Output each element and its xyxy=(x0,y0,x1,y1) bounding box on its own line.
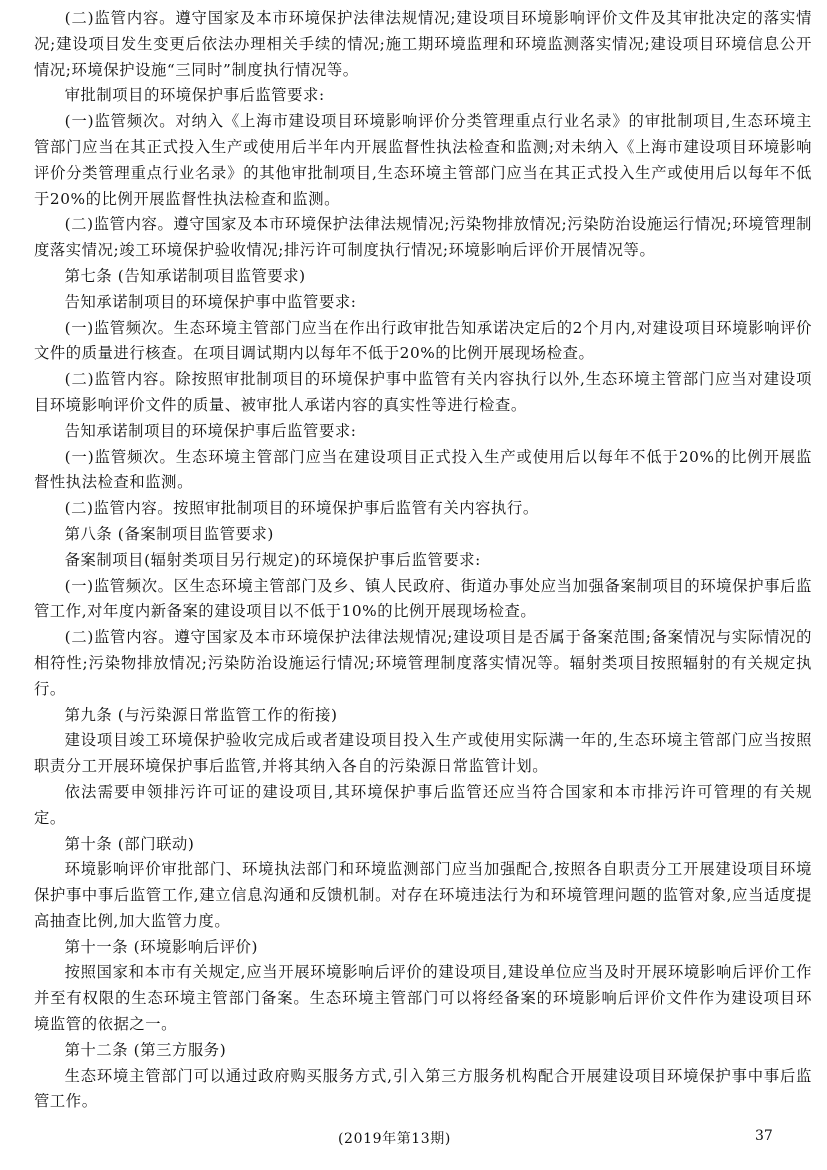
paragraph: (二)监管内容。遵守国家及本市环境保护法律法规情况;建设项目环境影响评价文件及其审批决定的落实情况;建设项目发生变更后依法办理相关手续的情况;施工期环境监理和环境监测落实情况;建设项目环境信息公开情况;环境保护设施“三同时”制度执行情况等。 xyxy=(34,9,812,79)
paragraph: 告知承诺制项目的环境保护事中监管要求: xyxy=(64,292,357,311)
page-footer xyxy=(0,1128,827,1152)
paragraph: (二)监管内容。除按照审批制项目的环境保护事中监管有关内容执行以外,生态环境主管部门应当对建设项目环境影响评价文件的质量、被审批人承诺内容的真实性等进行检查。 xyxy=(34,370,812,414)
paragraph: (二)监管内容。按照审批制项目的环境保护事后监管有关内容执行。 xyxy=(64,499,539,518)
paragraph: (一)监管频次。生态环境主管部门应当在作出行政审批告知承诺决定后的2个月内,对建设项目环境影响评价文件的质量进行核查。在项目调试期内以每年不低于20%的比例开展现场检查。 xyxy=(34,318,812,363)
paragraph: 审批制项目的环境保护事后监管要求: xyxy=(64,86,325,105)
paragraph: 依法需要申领排污许可证的建设项目,其环境保护事后监管还应当符合国家和本市排污许可管理的有关规定。 xyxy=(34,782,812,827)
issue-label: (2019年第13期) xyxy=(338,1131,451,1147)
paragraph: (二)监管内容。遵守国家及本市环境保护法律法规情况;建设项目是否属于备案范围;备案情况与实际情况的相符性;污染物排放情况;污染防治设施运行情况;环境管理制度落实情况等。辐射类项目按照辐射的有关规定执行。 xyxy=(34,628,812,698)
paragraph: 环境影响评价审批部门、环境执法部门和环境监测部门应当加强配合,按照各自职责分工开展建设项目环境保护事中事后监管工作,建立信息沟通和反馈机制。对存在环境违法行为和环境管理问题的监管对象,应当适度提高抽查比例,加大监管力度。 xyxy=(34,860,812,930)
paragraph: (一)监管频次。生态环境主管部门应当在建设项目正式投入生产或使用后以每年不低于20%的比例开展监督性执法检查和监测。 xyxy=(34,447,812,492)
article-heading: 第八条 (备案制项目监管要求) xyxy=(64,524,274,543)
paragraph: 备案制项目(辐射类项目另行规定)的环境保护事后监管要求: xyxy=(64,550,481,569)
paragraph: (一)监管频次。区生态环境主管部门及乡、镇人民政府、街道办事处应当加强备案制项目的环境保护事后监管工作,对年度内新备案的建设项目以不低于10%的比例开展现场检查。 xyxy=(34,576,812,621)
page-number: 37 xyxy=(755,1128,773,1144)
paragraph: 建设项目竣工环境保护验收完成后或者建设项目投入生产或使用实际满一年的,生态环境主管部门应当按照职责分工开展环境保护事后监管,并将其纳入各自的污染源日常监管计划。 xyxy=(34,731,812,776)
article-heading: 第十条 (部门联动) xyxy=(64,834,195,853)
article-heading: 第七条 (告知承诺制项目监管要求) xyxy=(64,266,306,285)
article-heading: 第十一条 (环境影响后评价) xyxy=(64,937,259,956)
document-body xyxy=(34,6,812,1115)
article-heading: 第十二条 (第三方服务) xyxy=(64,1040,227,1059)
paragraph: 告知承诺制项目的环境保护事后监管要求: xyxy=(64,421,357,440)
paragraph: (一)监管频次。对纳入《上海市建设项目环境影响评价分类管理重点行业名录》的审批制项目,生态环境主管部门应当在其正式投入生产或使用后半年内开展监督性执法检查和监测;对未纳入《上海市建设项目环境影响评价分类管理重点行业名录》的其他审批制项目,生态环境主管部门应当在其正式投入生产或使用后以每年不低于20%的比例开展监督性执法检查和监测。 xyxy=(34,112,812,208)
article-heading: 第九条 (与污染源日常监管工作的衔接) xyxy=(64,705,338,724)
paragraph: (二)监管内容。遵守国家及本市环境保护法律法规情况;污染物排放情况;污染防治设施运行情况;环境管理制度落实情况;竣工环境保护验收情况;排污许可制度执行情况;环境影响后评价开展情况等。 xyxy=(34,215,812,260)
paragraph: 生态环境主管部门可以通过政府购买服务方式,引入第三方服务机构配合开展建设项目环境保护事中事后监管工作。 xyxy=(34,1066,812,1111)
paragraph: 按照国家和本市有关规定,应当开展环境影响后评价的建设项目,建设单位应当及时开展环境影响后评价工作并至有权限的生态环境主管部门备案。生态环境主管部门可以将经备案的环境影响后评价文件作为建设项目环境监管的依据之一。 xyxy=(34,963,812,1034)
